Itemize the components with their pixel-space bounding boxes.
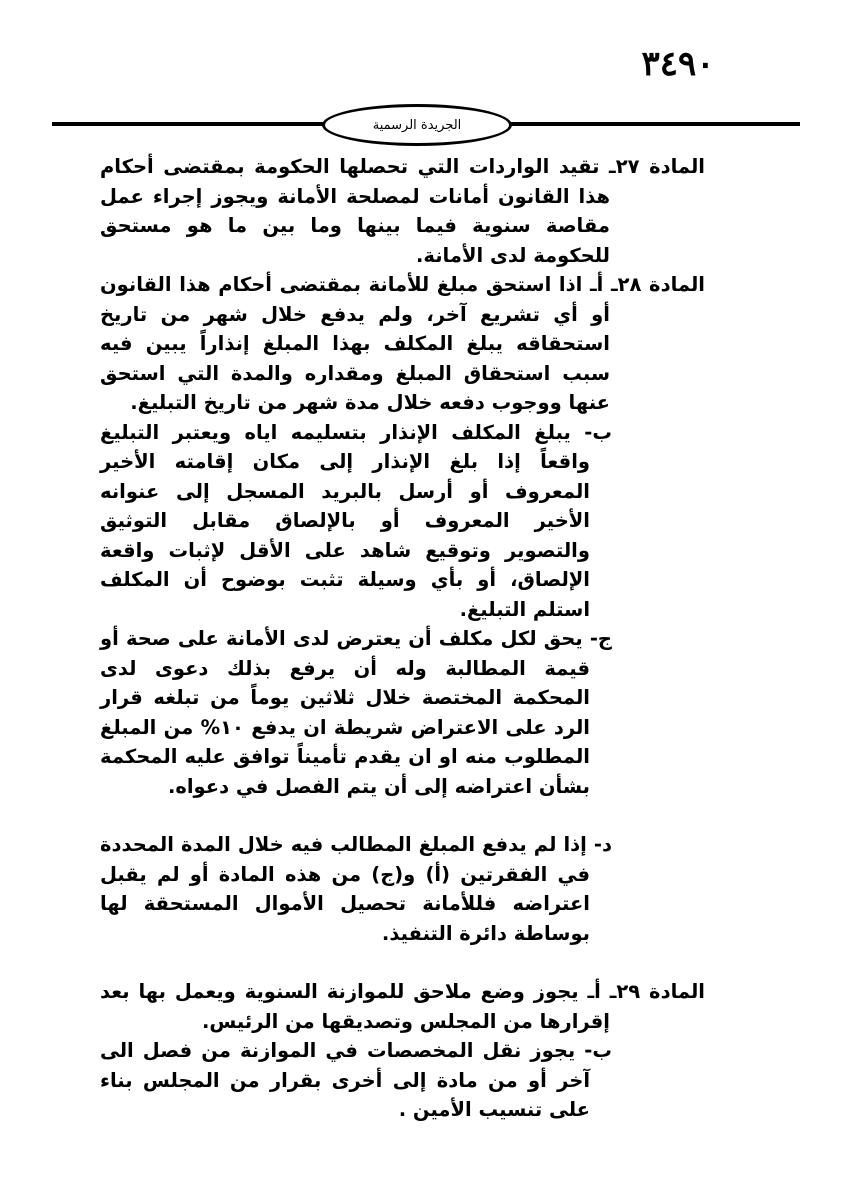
spacer xyxy=(100,948,705,977)
publication-title-badge xyxy=(322,104,512,146)
article-27 xyxy=(100,152,705,270)
article-28-label: المادة ٢٨ـ xyxy=(610,273,705,296)
clause-text: إذا لم يدفع المبلغ المطالب فيه خلال المدة المحددة في الفقرتين (أ) و(ج) من هذه المادة أو لم يقبل اعتراضه فللأمانة تحصيل الأموال المستحقة لها بوساطة دائرة التنفيذ. xyxy=(100,833,590,945)
header-rule-right xyxy=(504,122,800,126)
article-27-label: المادة ٢٧ـ xyxy=(609,155,705,178)
article-28-clause-d xyxy=(100,830,705,948)
publication-title: الجريدة الرسمية xyxy=(372,117,462,133)
clause-text: يجوز وضع ملاحق للموازنة السنوية ويعمل بها بعد إقرارها من المجلس وتصديقها من الرئيس. xyxy=(100,980,610,1033)
clause-marker: ب- xyxy=(584,1039,612,1062)
article-27-text: تقيد الواردات التي تحصلها الحكومة بمقتضى أحكام هذا القانون أمانات لمصلحة الأمانة ويجوز إجراء عمل مقاصة سنوية فيما بينها وما بين ما هو مستحق للحكومة لدى الأمانة. xyxy=(100,155,610,267)
clause-text: يحق لكل مكلف أن يعترض لدى الأمانة على صحة أو قيمة المطالبة وله أن يرفع بذلك دعوى لدى المحكمة المختصة خلال ثلاثين يوماً من تبلغه قرار الرد على الاعتراض شريطة ان يدفع ١٠% من المبلغ المطلوب منه او ان يقدم تأميناً توافق عليه المحكمة بشأن اعتراضه إلى أن يتم الفصل في دعواه. xyxy=(100,627,590,798)
clause-marker: أـ xyxy=(589,273,604,296)
clause-text: يبلغ المكلف الإنذار بتسليمه اياه ويعتبر التبليغ واقعاً إذا بلغ الإنذار إلى مكان إقامته الأخير المعروف أو أرسل بالبريد المسجل إلى عنوانه الأخير المعروف أو بالإلصاق مقابل التوثيق والتصوير وتوقيع شاهد على الأقل لإثبات واقعة الإلصاق، أو بأي وسيلة تثبت بوضوح أن المكلف استلم التبليغ. xyxy=(100,420,590,621)
clause-marker: ج- xyxy=(589,627,612,650)
article-29-clause-a xyxy=(100,977,705,1036)
clause-text: يجوز نقل المخصصات في الموازنة من فصل الى آخر أو من مادة إلى أخرى بقرار من المجلس بناء على تنسيب الأمين . xyxy=(100,1039,590,1121)
article-29-clause-b xyxy=(100,1036,705,1125)
header-rule-left xyxy=(52,122,332,126)
spacer xyxy=(100,801,705,830)
clause-marker: د- xyxy=(593,833,612,856)
article-28-clause-a xyxy=(100,270,705,418)
page-number: ٣٤٩٠ xyxy=(641,44,715,84)
clause-marker: أـ xyxy=(587,980,601,1003)
article-28-clause-b xyxy=(100,418,705,625)
clause-marker: ب- xyxy=(584,420,612,444)
document-body xyxy=(100,152,705,1125)
article-29-label: المادة ٢٩ـ xyxy=(609,980,705,1003)
article-28-clause-c xyxy=(100,624,705,801)
clause-text: اذا استحق مبلغ للأمانة بمقتضى أحكام هذا القانون أو أي تشريع آخر، ولم يدفع خلال شهر من تاريخ استحقاقه يبلغ المكلف بهذا المبلغ إنذاراً يبين فيه سبب استحقاق المبلغ ومقداره والمدة التي استحق عنها ووجوب دفعه خلال مدة شهر من تاريخ التبليغ. xyxy=(100,273,610,414)
